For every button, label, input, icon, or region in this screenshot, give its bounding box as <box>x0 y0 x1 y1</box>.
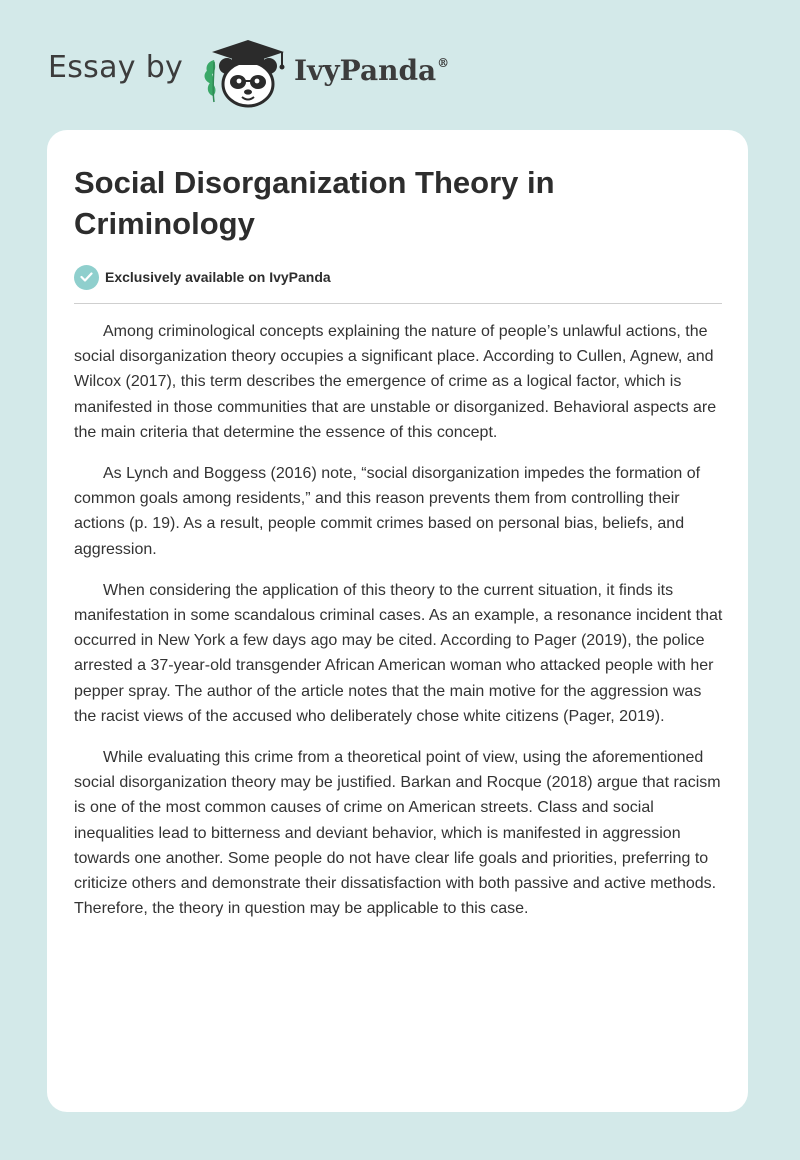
brand-name[interactable] <box>294 54 449 87</box>
panda-logo-icon[interactable] <box>202 36 288 110</box>
page-title: Social Disorganization Theory in Criminology <box>74 165 555 241</box>
paragraph: As Lynch and Boggess (2016) note, “social disorganization impedes the formation of common goals among residents,” and this reason prevents them from controlling their actions (p. 19). As a result, people commit crimes based on personal bias, beliefs, and aggression. <box>74 465 701 558</box>
divider <box>74 303 722 304</box>
paragraph: While evaluating this crime from a theoretical point of view, using the aforementioned social disorganization theory may be justified. Barkan and Rocque (2018) argue that racism is one of the most common causes of crime on American streets. Class and social inequalities lead to bitterness and deviant behavior, which is manifested in aggression towards one another. Some people do not have clear life goals and priorities, preferring to criticize others and demonstrate their dissatisfaction with both passive and active methods. Therefore, the theory in question may be applicable to this case. <box>74 749 721 918</box>
essay-by-label: Essay by <box>48 50 184 85</box>
site-header <box>48 30 508 110</box>
paragraph: Among criminological concepts explaining the nature of people’s unlawful actions, the social disorganization theory occupies a significant place. According to Cullen, Agnew, and Wilcox (2017), this term describes the emergence of crime as a logical factor, which is manifested in those communities that are unstable or disorganized. Behavioral aspects are the main criteria that determine the essence of this concept. <box>74 323 717 441</box>
exclusive-badge-label: Exclusively available on IvyPanda <box>105 269 331 285</box>
essay-card <box>47 130 748 1112</box>
exclusive-badge <box>74 264 331 290</box>
essay-body <box>74 319 724 937</box>
brand-label: IvyPanda <box>294 54 437 87</box>
registered-mark: ® <box>437 56 450 70</box>
paragraph: When considering the application of this theory to the current situation, it finds its manifestation in some scandalous criminal cases. As an example, a resonance incident that occurred in New York a few days ago may be cited. According to Pager (2019), the police arrested a 37-year-old transgender African American woman who attacked people with her pepper spray. The author of the article notes that the main motive for the aggression was the racist views of the accused who deliberately chose white citizens (Pager, 2019). <box>74 581 723 725</box>
check-icon <box>74 265 99 290</box>
